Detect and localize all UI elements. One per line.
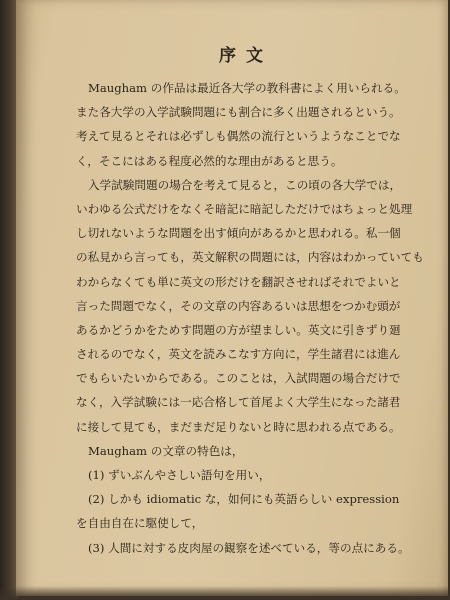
text-line: を自由自在に駆使して， bbox=[76, 516, 204, 531]
list-item: (3) 人間に対する皮肉屋の観察を述べている，等の点にある。 bbox=[88, 540, 410, 555]
text-line: く，そこにはある程度必然的な理由があると思う。 bbox=[76, 153, 343, 168]
text-line: なく，入学試験には一応合格して首尾よく大学生になった諸君 bbox=[76, 395, 401, 410]
text-line: また各大学の入学試験問題にも割合に多く出題されるという。 bbox=[76, 105, 401, 120]
text-line: 言った問題でなく，その文章の内容あるいは思想をつかむ頭が bbox=[76, 298, 401, 313]
list-item: (2) しかも idiomatic な，如何にも英語らしい expression bbox=[88, 492, 400, 507]
text-line: わからなくても単に英文の形だけを翻訳させればそれでよいと bbox=[76, 274, 401, 289]
text-line: Maugham の文章の特色は， bbox=[88, 443, 244, 458]
text-line: の私見から言っても，英文解釈の問題には，内容はわかっていても bbox=[76, 250, 424, 265]
text-line: Maugham の作品は最近各大学の教科書によく用いられる。 bbox=[88, 81, 406, 95]
text-line: でもらいたいからである。このことは，入試問題の場合だけで bbox=[76, 371, 401, 386]
text-line: に接して見ても，まだまだ足りないと時に思われる点である。 bbox=[76, 419, 401, 434]
text-line: あるかどうかをためす問題の方が望ましい。英文に引きずり廻 bbox=[76, 322, 401, 337]
text-line: 考えて見るとそれは必ずしも偶然の流行というようなことでな bbox=[76, 129, 401, 144]
text-line: されるのでなく，英文を読みこなす方向に，学生諸君には進ん bbox=[76, 347, 401, 362]
text-line: 入学試験問題の場合を考えて見ると，この頃の各大学では， bbox=[88, 177, 402, 192]
preface-text bbox=[76, 42, 424, 560]
text-line: し切れないような問題を出す傾向があるかと思われる。私一個 bbox=[76, 226, 401, 241]
book-page bbox=[16, 0, 448, 596]
list-item: (1) ずいぶんやさしい語句を用い， bbox=[88, 468, 271, 482]
page-title: 序文 bbox=[219, 46, 273, 66]
page-bottom-shadow bbox=[0, 586, 450, 600]
text-line: いわゆる公式だけをなくそ暗記に暗記しただけではちょっと処理 bbox=[76, 201, 413, 216]
